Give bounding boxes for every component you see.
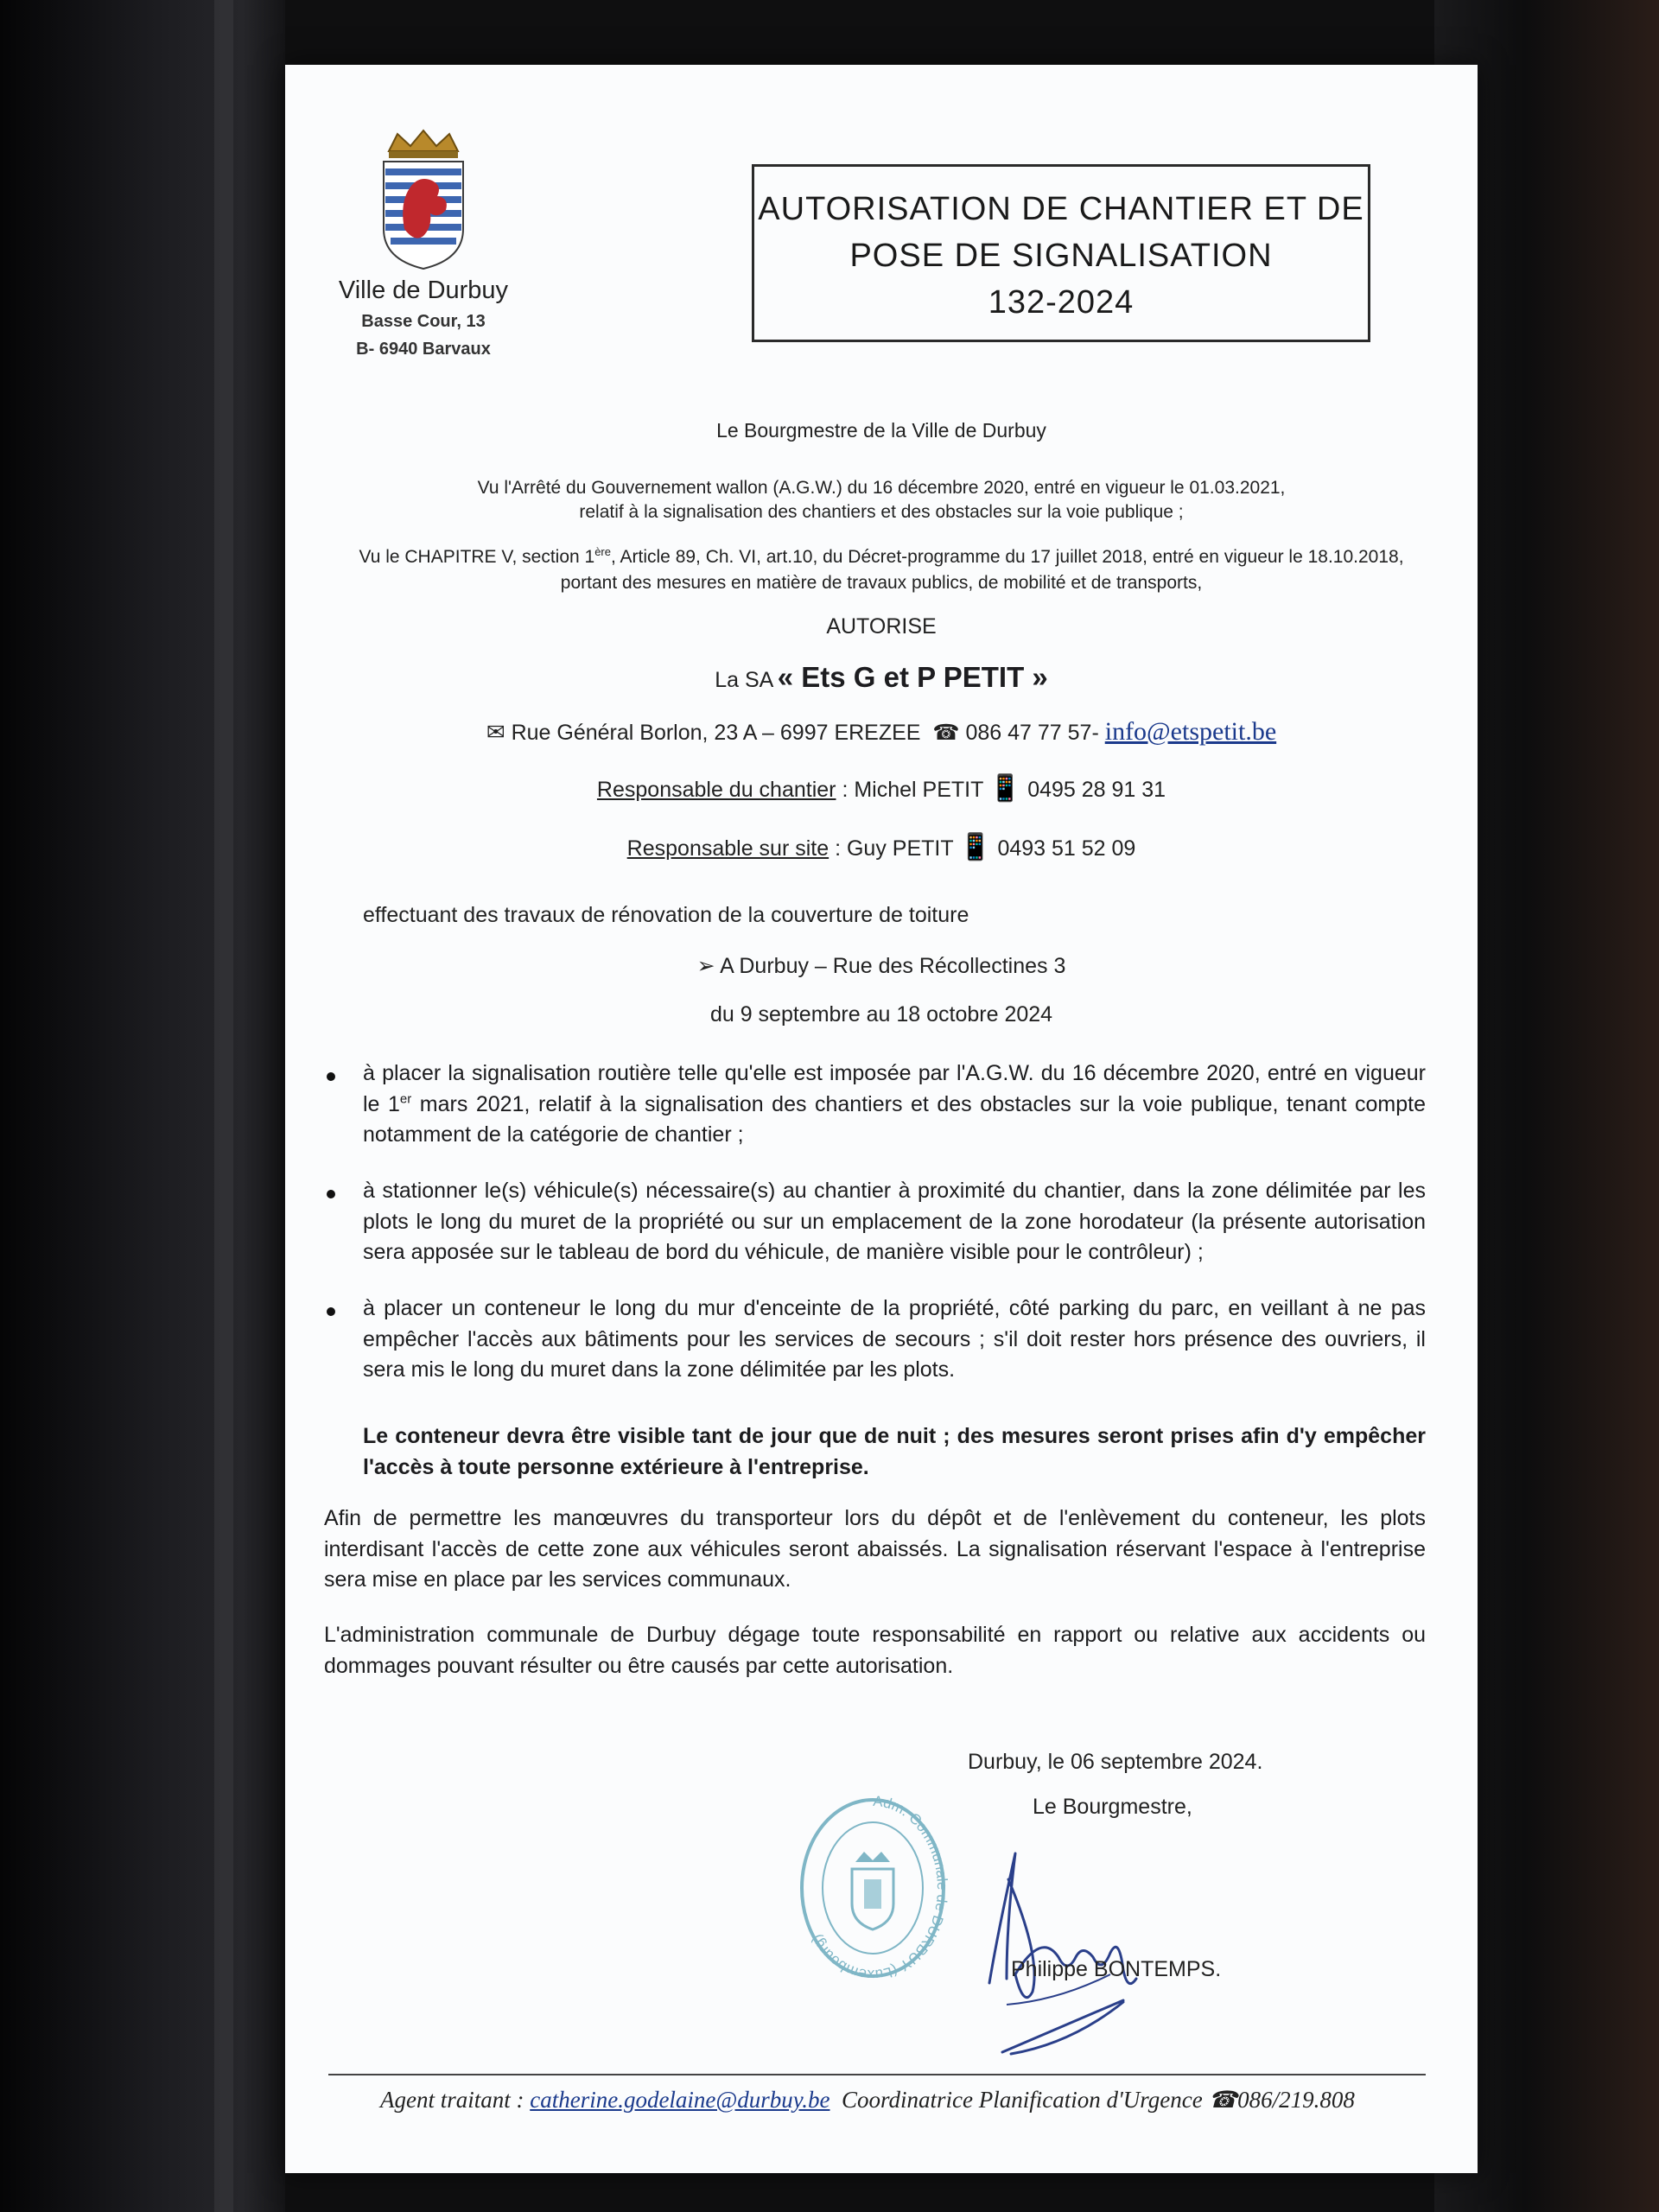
stamp-text: Adm. Communale de DURBUY (Luxembourg): [807, 1793, 950, 1983]
vu2-pre: Vu le CHAPITRE V, section 1: [359, 547, 595, 567]
chantier-phone: 0495 28 91 31: [1027, 778, 1166, 802]
vu2-sup: ère: [594, 545, 611, 558]
footer: [380, 2087, 1417, 2113]
footer-phone: 086/219.808: [1237, 2087, 1355, 2113]
work-location: A Durbuy – Rue des Récollectines 3: [720, 954, 1066, 978]
company-prefix: La SA: [715, 668, 774, 692]
bullet-item-2: à stationner le(s) véhicule(s) nécessaire(s) au chantier à proximité du chantier, dans la zone délimitée par les plots le long du muret de la propriété ou sur un emplacement de la zone horodateur (la présente autorisation sera apposée sur le tableau de bord du véhicule, de manière visible pour le contrôleur) ;: [363, 1179, 1426, 1264]
contact-chantier: [285, 773, 1478, 804]
org-name: Ville de Durbuy: [338, 276, 509, 304]
title-line2: POSE DE SIGNALISATION: [849, 238, 1273, 274]
site-label: Responsable sur site: [626, 836, 830, 861]
chantier-name: : Michel PETIT: [842, 778, 983, 802]
vu2-line2: portant des mesures en matière de travaux publics, de mobilité et de transports,: [560, 573, 1203, 593]
company-contact-line: [285, 717, 1478, 747]
paragraph-responsabilite: L'administration communale de Durbuy dégage toute responsabilité en rapport ou relative aux accidents ou dommages pouvant résulter ou être causés par cette autorisation.: [324, 1623, 1426, 1678]
telephone-icon: ☎: [932, 721, 960, 745]
telephone-icon: ☎: [1208, 2087, 1238, 2113]
title-line1: AUTORISATION DE CHANTIER ET DE: [758, 191, 1364, 227]
bullet-icon: [327, 1072, 335, 1081]
bullet1-sup: er: [399, 1091, 412, 1107]
mobile-phone-icon: 📱: [988, 774, 1022, 803]
signature-date: Durbuy, le 06 septembre 2024.: [968, 1750, 1263, 1774]
work-period: du 9 septembre au 18 octobre 2024: [709, 1002, 1053, 1027]
contact-site: [285, 832, 1478, 862]
mobile-phone-icon: 📱: [959, 833, 992, 861]
work-location-line: [285, 953, 1478, 979]
title-number: 132-2024: [988, 284, 1135, 321]
vu1-line1: Vu l'Arrêté du Gouvernement wallon (A.G.W.) du 16 décembre 2020, entré en vigueur le 01.03.2021,: [477, 478, 1286, 498]
company-line: [285, 661, 1478, 694]
bullet-item-3: à placer un conteneur le long du mur d'enceinte de la propriété, côté parking du parc, en veillant à ne pas empêcher l'accès aux bâtiments pour les services de secours ; s'il doit rester hors présence des ouvriers, il sera mis le long du muret dans la zone délimitée par les plots.: [363, 1296, 1426, 1382]
bullet1-post: mars 2021, relatif à la signalisation des chantiers et des obstacles sur la voie publique, tenant compte notamment de la catégorie de chantier ;: [363, 1091, 1427, 1147]
company-address: Rue Général Borlon, 23 A – 6997 EREZEE: [511, 721, 921, 745]
bold-notice: Le conteneur devra être visible tant de jour que de nuit ; des mesures seront prises afin d'y empêcher l'accès à toute personne extérieure à l'entreprise.: [363, 1424, 1426, 1479]
bullet-icon: [327, 1307, 335, 1316]
org-address-line1: Basse Cour, 13: [361, 312, 486, 331]
chantier-label: Responsable du chantier: [596, 778, 836, 802]
document-page: [285, 65, 1478, 2173]
autorise-heading: AUTORISE: [826, 614, 937, 639]
device-bezel-edge: [214, 0, 233, 2212]
company-name: « Ets G et P PETIT »: [777, 661, 1048, 693]
company-phone: 086 47 77 57-: [965, 721, 1099, 745]
company-email-link[interactable]: info@etspetit.be: [1104, 717, 1277, 746]
org-address-line2: B- 6940 Barvaux: [356, 340, 491, 359]
footer-divider: [328, 2074, 1426, 2075]
site-name: : Guy PETIT: [835, 836, 954, 861]
municipal-stamp: [795, 1793, 950, 1983]
bullet1-pre: à placer la signalisation routière telle qu'elle est imposée par l'A.G.W. du 16 décembre 2020, entré en vigueur le 1: [363, 1061, 1426, 1116]
device-bezel-left: [0, 0, 285, 2212]
signature-name: Philippe BONTEMPS.: [1011, 1957, 1222, 1981]
paraph-mark: [994, 1992, 1132, 2061]
bullet-icon: [327, 1190, 335, 1198]
work-description: effectuant des travaux de rénovation de la couverture de toiture: [363, 903, 969, 927]
title-box: [752, 164, 1370, 342]
site-phone: 0493 51 52 09: [997, 836, 1136, 861]
vu2-line1: [285, 545, 1478, 568]
arrow-bullet-icon: ➢: [696, 954, 715, 978]
durbuy-crest-icon: [372, 125, 475, 272]
vu1-line2: relatif à la signalisation des chantiers et des obstacles sur la voie publique ;: [579, 502, 1184, 522]
footer-label: Agent traitant :: [380, 2087, 524, 2113]
vu2-post: , Article 89, Ch. VI, art.10, du Décret-programme du 17 juillet 2018, entré en vigueur le 18.10.2018,: [611, 547, 1404, 567]
authority-line: Le Bourgmestre de la Ville de Durbuy: [716, 419, 1046, 442]
footer-email-link[interactable]: catherine.godelaine@durbuy.be: [530, 2087, 830, 2113]
paragraph-manoeuvres: Afin de permettre les manœuvres du transporteur lors du dépôt et de l'enlèvement du conteneur, les plots interdisant l'accès de cette zone aux véhicules seront abaissés. La signalisation réservant l'espace à l'entreprise sera mise en place par les services communaux.: [324, 1506, 1426, 1592]
bullet-item-1: [363, 1058, 1426, 1151]
footer-role: Coordinatrice Planification d'Urgence: [842, 2087, 1203, 2113]
envelope-icon: ✉: [486, 719, 505, 745]
signature-role: Le Bourgmestre,: [1033, 1795, 1192, 1819]
